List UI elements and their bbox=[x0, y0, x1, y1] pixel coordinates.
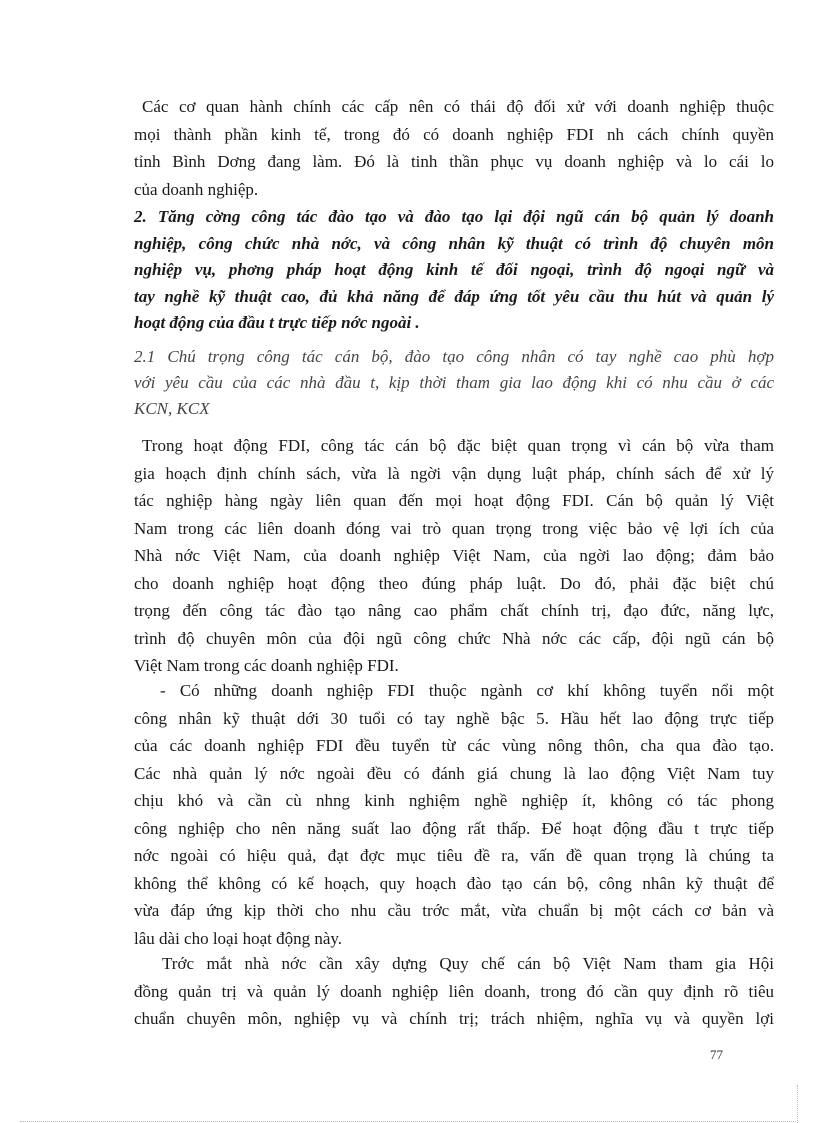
text-line: - Có những doanh nghiệp FDI thuộc ngành cơ khí không tuyển nổi một bbox=[160, 681, 774, 700]
text-line: tác nghiệp hàng ngày liên quan đến mọi hoạt động FDI. Cán bộ quản lý Việt bbox=[134, 491, 774, 510]
text-line: Trong hoạt động FDI, công tác cán bộ đặc biệt quan trọng vì cán bộ vừa tham bbox=[142, 436, 774, 455]
text-line: trình độ chuyên môn của đội ngũ công chức Nhà nớc các cấp, đội ngũ cán bộ bbox=[134, 628, 774, 648]
page-right-border bbox=[797, 1085, 798, 1123]
paragraph-technical-workers bbox=[134, 677, 774, 952]
text-line: nớc ngoài có hiệu quả, đạt đợc mục tiêu đề ra, vấn đề quan trọng là chúng ta bbox=[134, 846, 774, 865]
text-line: Nhà nớc Việt Nam, của doanh nghiệp Việt Nam, của ngời lao động; đảm bảo bbox=[134, 546, 774, 565]
text-line: lâu dài cho loại hoạt động này. bbox=[134, 928, 343, 948]
text-line: vừa đáp ứng kịp thời cho nhu cầu trớc mắt, vừa chuẩn bị một cách cơ bản và bbox=[134, 901, 774, 920]
text-line: Các cơ quan hành chính các cấp nên có thái độ đối xử với doanh nghiệp thuộc bbox=[142, 97, 774, 116]
text-line: Trớc mắt nhà nớc cần xây dựng Quy chế cán bộ Việt Nam tham gia Hội bbox=[162, 954, 774, 973]
page-number: 77 bbox=[710, 1047, 723, 1062]
subheading-line: với yêu cầu của các nhà đầu t, kịp thời tham gia lao động khi có nhu cầu ở các bbox=[134, 373, 774, 392]
page-bottom-border bbox=[20, 1121, 796, 1122]
text-line: Nam trong các liên doanh đóng vai trò quan trọng trong việc bảo vệ lợi ích của bbox=[134, 518, 774, 538]
subheading-line: KCN, KCX bbox=[134, 399, 210, 418]
paragraph-regulations bbox=[134, 950, 774, 1033]
paragraph-fdi-personnel bbox=[134, 432, 774, 680]
heading-line: nghiệp, công chức nhà nớc, và công nhân kỹ thuật có trình độ chuyên môn bbox=[134, 233, 774, 253]
text-line: mọi thành phần kinh tế, trong đó có doanh nghiệp FDI nh cách chính quyền bbox=[134, 124, 774, 144]
heading-line: 2. Tăng cờng công tác đào tạo và đào tạo lại đội ngũ cán bộ quản lý doanh bbox=[134, 207, 774, 226]
text-line: cho doanh nghiệp hoạt động theo đúng pháp luật. Do đó, phải đặc biệt chú bbox=[134, 573, 774, 593]
section-heading-2 bbox=[134, 204, 774, 337]
text-line: của các doanh nghiệp FDI đều tuyển từ các vùng nông thôn, cha qua đào tạo. bbox=[134, 736, 774, 755]
text-line: công nhân kỹ thuật dới 30 tuổi có tay nghề bậc 5. Hầu hết lao động trực tiếp bbox=[134, 708, 774, 728]
text-line: không thể không có kế hoạch, quy hoạch đào tạo cán bộ, công nhân kỹ thuật để bbox=[134, 873, 774, 893]
text-line: chịu khó và cần cù nhng kinh nghiệm nghề nghiệp ít, không có tác phong bbox=[134, 791, 774, 810]
text-line: gia hoạch định chính sách, vừa là ngời vận dụng luật pháp, chính sách để xử lý bbox=[134, 463, 774, 483]
text-line: của doanh nghiệp. bbox=[134, 179, 259, 199]
text-line: trọng đến công tác đào tạo nâng cao phẩm chất chính trị, đạo đức, năng lực, bbox=[134, 601, 774, 620]
heading-line: nghiệp vụ, phơng pháp hoạt động kinh tế đối ngoại, trình độ ngoại ngữ và bbox=[134, 260, 774, 279]
text-line: công nghiệp cho nên năng suất lao động rất thấp. Để hoạt động đầu t trực tiếp bbox=[134, 818, 774, 838]
text-line: đồng quản trị và quản lý doanh nghiệp liên doanh, trong đó cần quy định rõ tiêu bbox=[134, 981, 774, 1001]
text-line: tỉnh Bình Dơng đang làm. Đó là tinh thần phục vụ doanh nghiệp và lo cái lo bbox=[134, 152, 774, 171]
subheading-line: 2.1 Chú trọng công tác cán bộ, đào tạo công nhân có tay nghề cao phù hợp bbox=[134, 347, 774, 366]
text-line: Các nhà quản lý nớc ngoài đều có đánh giá chung là lao động Việt Nam tuy bbox=[134, 763, 774, 783]
text-line: chuẩn chuyên môn, nghiệp vụ và chính trị; trách nhiệm, nghĩa vụ và quyền lợi bbox=[134, 1009, 774, 1028]
text-line: Việt Nam trong các doanh nghiệp FDI. bbox=[134, 656, 399, 675]
heading-line: tay nghề kỹ thuật cao, đủ khả năng để đáp ứng tốt yêu cầu thu hút và quản lý bbox=[134, 286, 774, 306]
paragraph-administrative-attitude bbox=[134, 93, 774, 203]
heading-line: hoạt động của đầu t trực tiếp nớc ngoài . bbox=[134, 313, 420, 332]
subsection-heading-2-1 bbox=[134, 344, 774, 422]
